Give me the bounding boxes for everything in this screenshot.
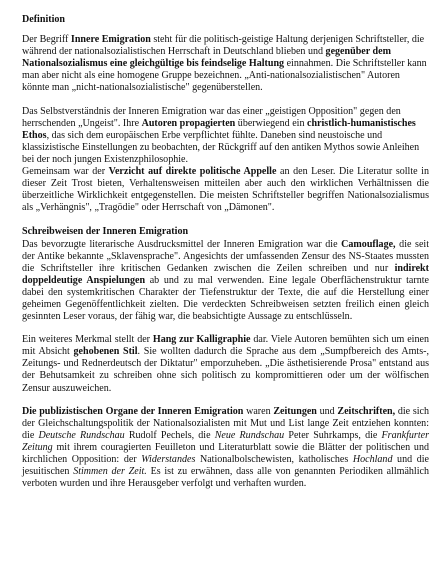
text-run: Nationalbolschewisten, katholisches <box>195 454 353 465</box>
text-run: Das bevorzugte literarische Ausdrucksmittel der Inneren Emigration war die <box>22 238 342 250</box>
text-run: die sich der Gleichschaltungspolitik der Nationalsozialisten mit Mut und List lange Zeit entziehen konnten: die <box>22 405 430 441</box>
bold-text-run: Camouflage, <box>341 238 396 250</box>
writing-heading: Schreibweisen der Inneren Emigration <box>22 226 189 238</box>
italic-text-run: Stimmen der Zeit. <box>73 466 147 478</box>
text-run: und die jesuitischen <box>22 454 429 478</box>
bold-text-run: Innere Emigration <box>70 34 151 46</box>
definition-paragraph-1 <box>22 34 429 94</box>
text-run: steht für die politisch-geistige Haltung derjenigen Schriftsteller, die während der nationalsozialistischen Herrschaft in Deutschland blieben und <box>22 34 425 58</box>
text-run: überwiegend ein <box>235 117 307 129</box>
bold-text-run: indirekt doppeldeutige Anspielungen <box>22 262 429 286</box>
bold-text-run: Verzicht auf direkte politische Appelle <box>108 166 277 178</box>
definition-paragraph-3 <box>22 166 429 214</box>
bold-text-run: Autoren propagierten <box>141 117 236 129</box>
text-run: Das Selbstverständnis der Inneren Emigration war das einer „geistigen Opposition" gegen den herrschenden „Ungeist". Ihre <box>22 105 401 129</box>
bold-text-run: christlich-humanistisches Ethos <box>22 117 416 141</box>
bold-text-run: Hang zur Kalligraphie <box>152 334 251 346</box>
text-run: , das sich dem europäischen Erbe verpflichtet fühlte. Daneben sind neustoische und klassizistische Einstellungen zu beobachten, der Rückgriff auf den antiken Mythos sowie Anleihen bei der noch jungen Existenzphilosophie. <box>22 129 420 165</box>
text-run: einnahmen. Die Schriftsteller kann man aber nicht als eine homogene Gruppe bezeichnen. „Anti-nationalsozialistischen" Autoren könnte man „nicht-nationalsozialistische" gegenüberstellen. <box>22 58 427 94</box>
italic-text-run: Frankfurter Zeitung <box>22 429 429 453</box>
writing-paragraph-2 <box>22 334 429 394</box>
text-run: mit ihrem couragierten Feuilleton und Literaturblatt sowie die Blätter der politischen und kirchlichen Opposition: der <box>22 441 429 465</box>
text-run: die seit der Antike bekannte „Sklavensprache". Angesichts der umfassenden Zensur des NS-Staates mussten die Schriftsteller ihre kritischen Gedanken zwischen die Zeilen schreiben und nur <box>22 238 429 274</box>
text-run: . Sie wollten dadurch die Sprache aus dem „Sumpfbereich des Amts-, Zeitungs- und Rednerdeutsch der Diktatur" emporzuheben. „Die ästhetisierende Prosa" entstand aus der Behutsamkeit zu schreiben ohne sich politisch zu kompromittieren oder um der wölfischen Zensur auszuweichen. <box>22 346 429 394</box>
bold-text-run: Die publizistischen Organe der Inneren Emigration <box>22 405 244 417</box>
bold-text-run: Zeitungen <box>273 405 317 417</box>
text-run: Gemeinsam war der <box>22 166 109 178</box>
bold-text-run: gegenüber dem Nationalsozialismus eine gleichgültige bis feindselige Haltung <box>22 46 391 70</box>
italic-text-run: Deutsche Rundschau <box>38 429 125 441</box>
text-run: Der Begriff <box>22 34 71 46</box>
text-run: waren <box>243 405 274 417</box>
text-run: an den Leser. Die Literatur sollte in dieser Zeit Trost bieten, Verhaltensweisen mitteilen aber auch den wirklichen Verhältnissen die überzeitliche Wirklichkeit entgegenstellen. Die meisten Schriftsteller begriffen Nationalsozialismus als „Verhängnis", „Tragödie" oder Herrschaft von „Dämonen". <box>22 166 429 214</box>
italic-text-run: Widerstandes <box>141 454 196 465</box>
writing-paragraph-3 <box>22 406 429 491</box>
text-run: Peter Suhrkamps, die <box>284 429 382 441</box>
definition-heading: Definition <box>22 14 65 25</box>
text-run: Es ist zu erwähnen, dass alle von genannten Periodiken allmählich verboten wurden und ihre Herausgeber verfolgt und verhaften wurden. <box>22 466 429 490</box>
bold-text-run: Zeitschriften, <box>337 405 396 417</box>
text-run: und <box>316 405 338 417</box>
bold-text-run: gehobenen Stil <box>73 346 138 358</box>
italic-text-run: Hochland <box>352 454 393 465</box>
text-run: Rudolf Pechels, die <box>124 429 215 441</box>
text-run: dar. Viele Autoren bemühten sich um einen mit Absicht <box>22 334 429 358</box>
writing-paragraph-1 <box>22 239 429 324</box>
text-run: Ein weiteres Merkmal stellt der <box>22 334 153 346</box>
definition-paragraph-2 <box>22 106 429 166</box>
text-run: ab und zu mal verwenden. Eine legale Oberflächenstruktur tarnte dabei den systemkritischen Charakter der Tiefenstruktur der Texte, die auf die Herstellung einer geheimen Gegenöffentlichkeit zielten. Die verdeckten Schreibweisen setzten freilich einen gleich gesinnten Leser voraus, der fähig war, die beabsichtigte Aussage zu entschlüsseln. <box>22 274 429 323</box>
italic-text-run: Neue Rundschau <box>214 429 285 441</box>
